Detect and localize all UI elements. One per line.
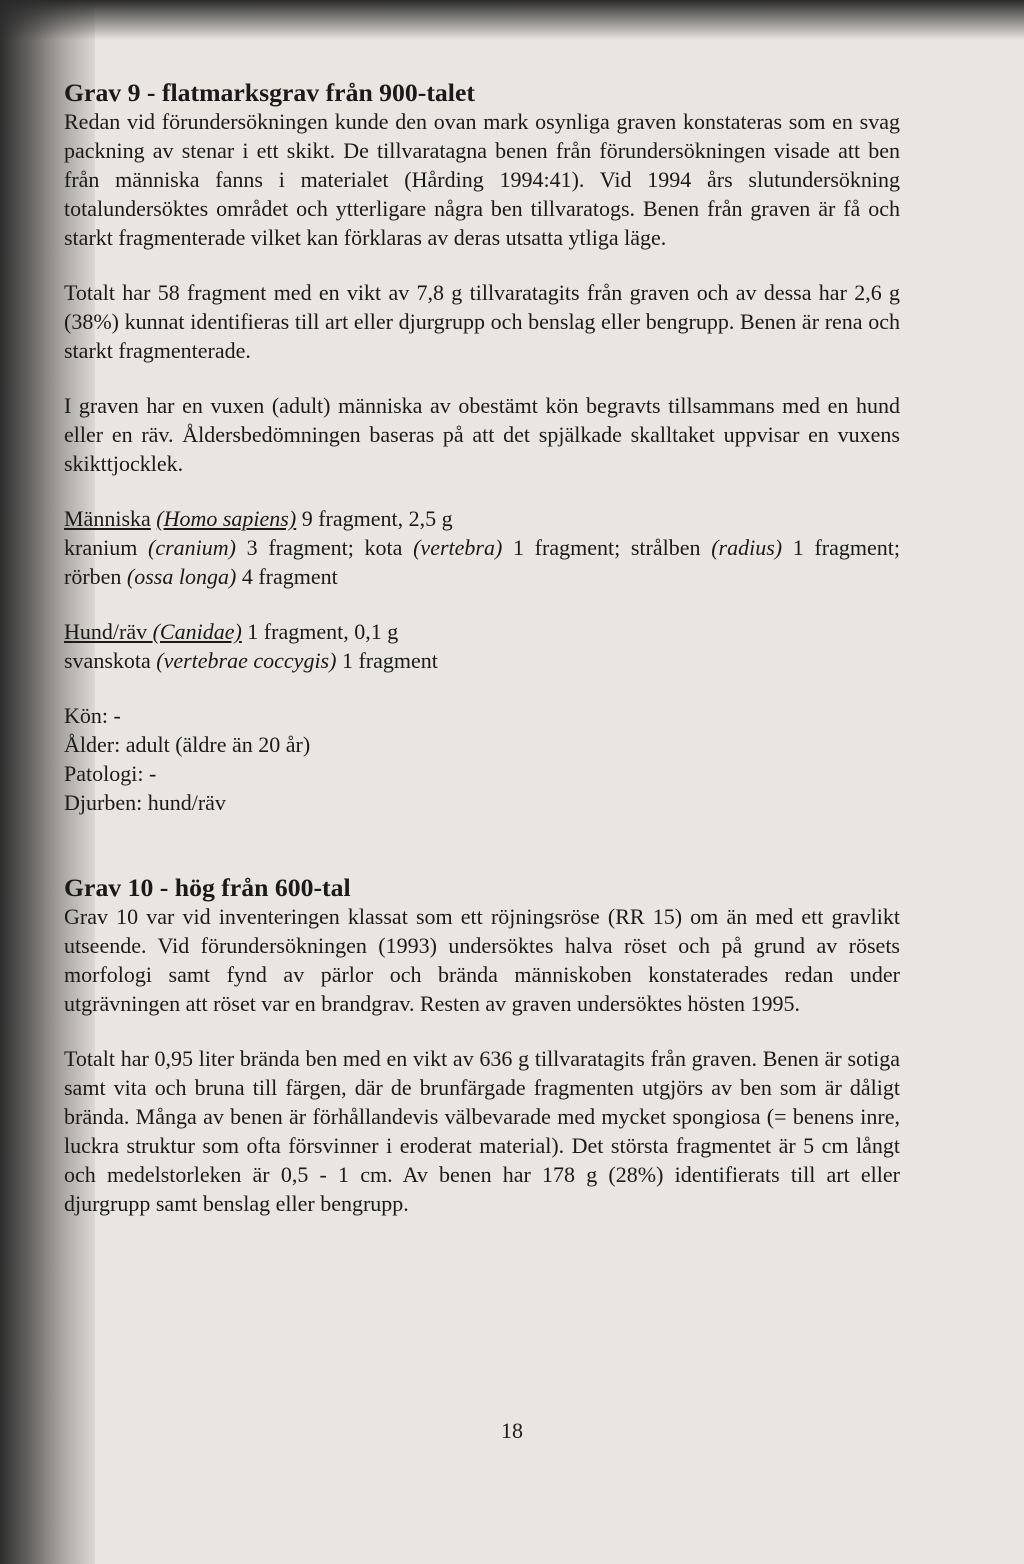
canid-bone-entry [64,617,900,675]
grav10-paragraph-2: Totalt har 0,95 liter brända ben med en vikt av 636 g tillvaratagits från graven. Benen är sotiga samt vita och bruna till färgen, där de brunfärgade fragmenten utgjörs av ben som är dåligt brända. Många av benen är förhållandevis välbevarade med mycket spongiosa (= benens inre, luckra struktur som ofta försvinner i eroderat material). Det största fragmentet är 5 cm långt och medelstorleken är 0,5 - 1 cm. Av benen har 178 g (28%) identifierats till art eller djurgrupp samt benslag eller bengrupp. [64,1046,900,1216]
summary-kon: Kön: - [64,703,121,728]
grav10-heading: Grav 10 - hög från 600-tal [64,873,351,902]
summary-djurben: Djurben: hund/räv [64,790,226,815]
human-latin: (Homo sapiens) [156,506,297,531]
human-bone-entry [64,504,900,591]
grav9-heading: Grav 9 - flatmarksgrav från 900-talet [64,78,475,107]
page-number: 18 [501,1418,523,1443]
canid-latin: (Canidae) [152,619,242,644]
grav9-paragraph-3: I graven har en vuxen (adult) människa av obestämt kön begravts tillsammans med en hund eller en räv. Åldersbedömningen baseras på att det spjälkade skalltaket uppvisar en vuxens skikttjocklek. [64,393,900,476]
human-label: Människa [64,506,151,531]
canid-label: Hund/räv [64,619,153,644]
grav9-paragraph-2: Totalt har 58 fragment med en vikt av 7,8 g tillvaratagits från graven och av dessa har 2,6 g (38%) kunnat identifieras till art eller djurgrupp och benslag eller bengrupp. Benen är rena och starkt fragmenterade. [64,280,900,363]
grav9-summary [64,701,900,817]
summary-alder: Ålder: adult (äldre än 20 år) [64,732,311,757]
grav10-paragraph-1: Grav 10 var vid inventeringen klassat som ett röjningsröse (RR 15) om än med ett gravlikt utseende. Vid förundersökningen (1993) undersöktes halva röset och på grund av rösets morfologi samt fynd av pärlor och brända människoben konstaterades redan under utgrävningen att röset var en brandgrav. Resten av graven undersöktes hösten 1995. [64,904,900,1016]
canid-details: svanskota (vertebrae coccygis) 1 fragment [64,648,438,673]
grav9-paragraph-1: Redan vid förundersökningen kunde den ovan mark osynliga graven konstateras som en svag packning av stenar i ett skikt. De tillvaratagna benen från förundersökningen visade att ben från människa fanns i materialet (Hårding 1994:41). Vid 1994 års slutundersökning totalundersöktes området och ytterligare några ben tillvaratogs. Benen från graven är få och starkt fragmenterade vilket kan förklaras av deras utsatta ytliga läge. [64,109,900,250]
canid-summary: 1 fragment, 0,1 g [241,619,399,644]
human-summary: 9 fragment, 2,5 g [296,506,453,531]
page-content [64,78,900,1218]
canid-heading [64,617,900,646]
summary-patologi: Patologi: - [64,761,157,786]
human-heading [64,504,900,533]
human-details: kranium (cranium) 3 fragment; kota (vertebra) 1 fragment; strålben (radius) 1 fragment; rörben (ossa longa) 4 fragment [64,535,900,589]
top-edge-shadow [0,0,1024,40]
